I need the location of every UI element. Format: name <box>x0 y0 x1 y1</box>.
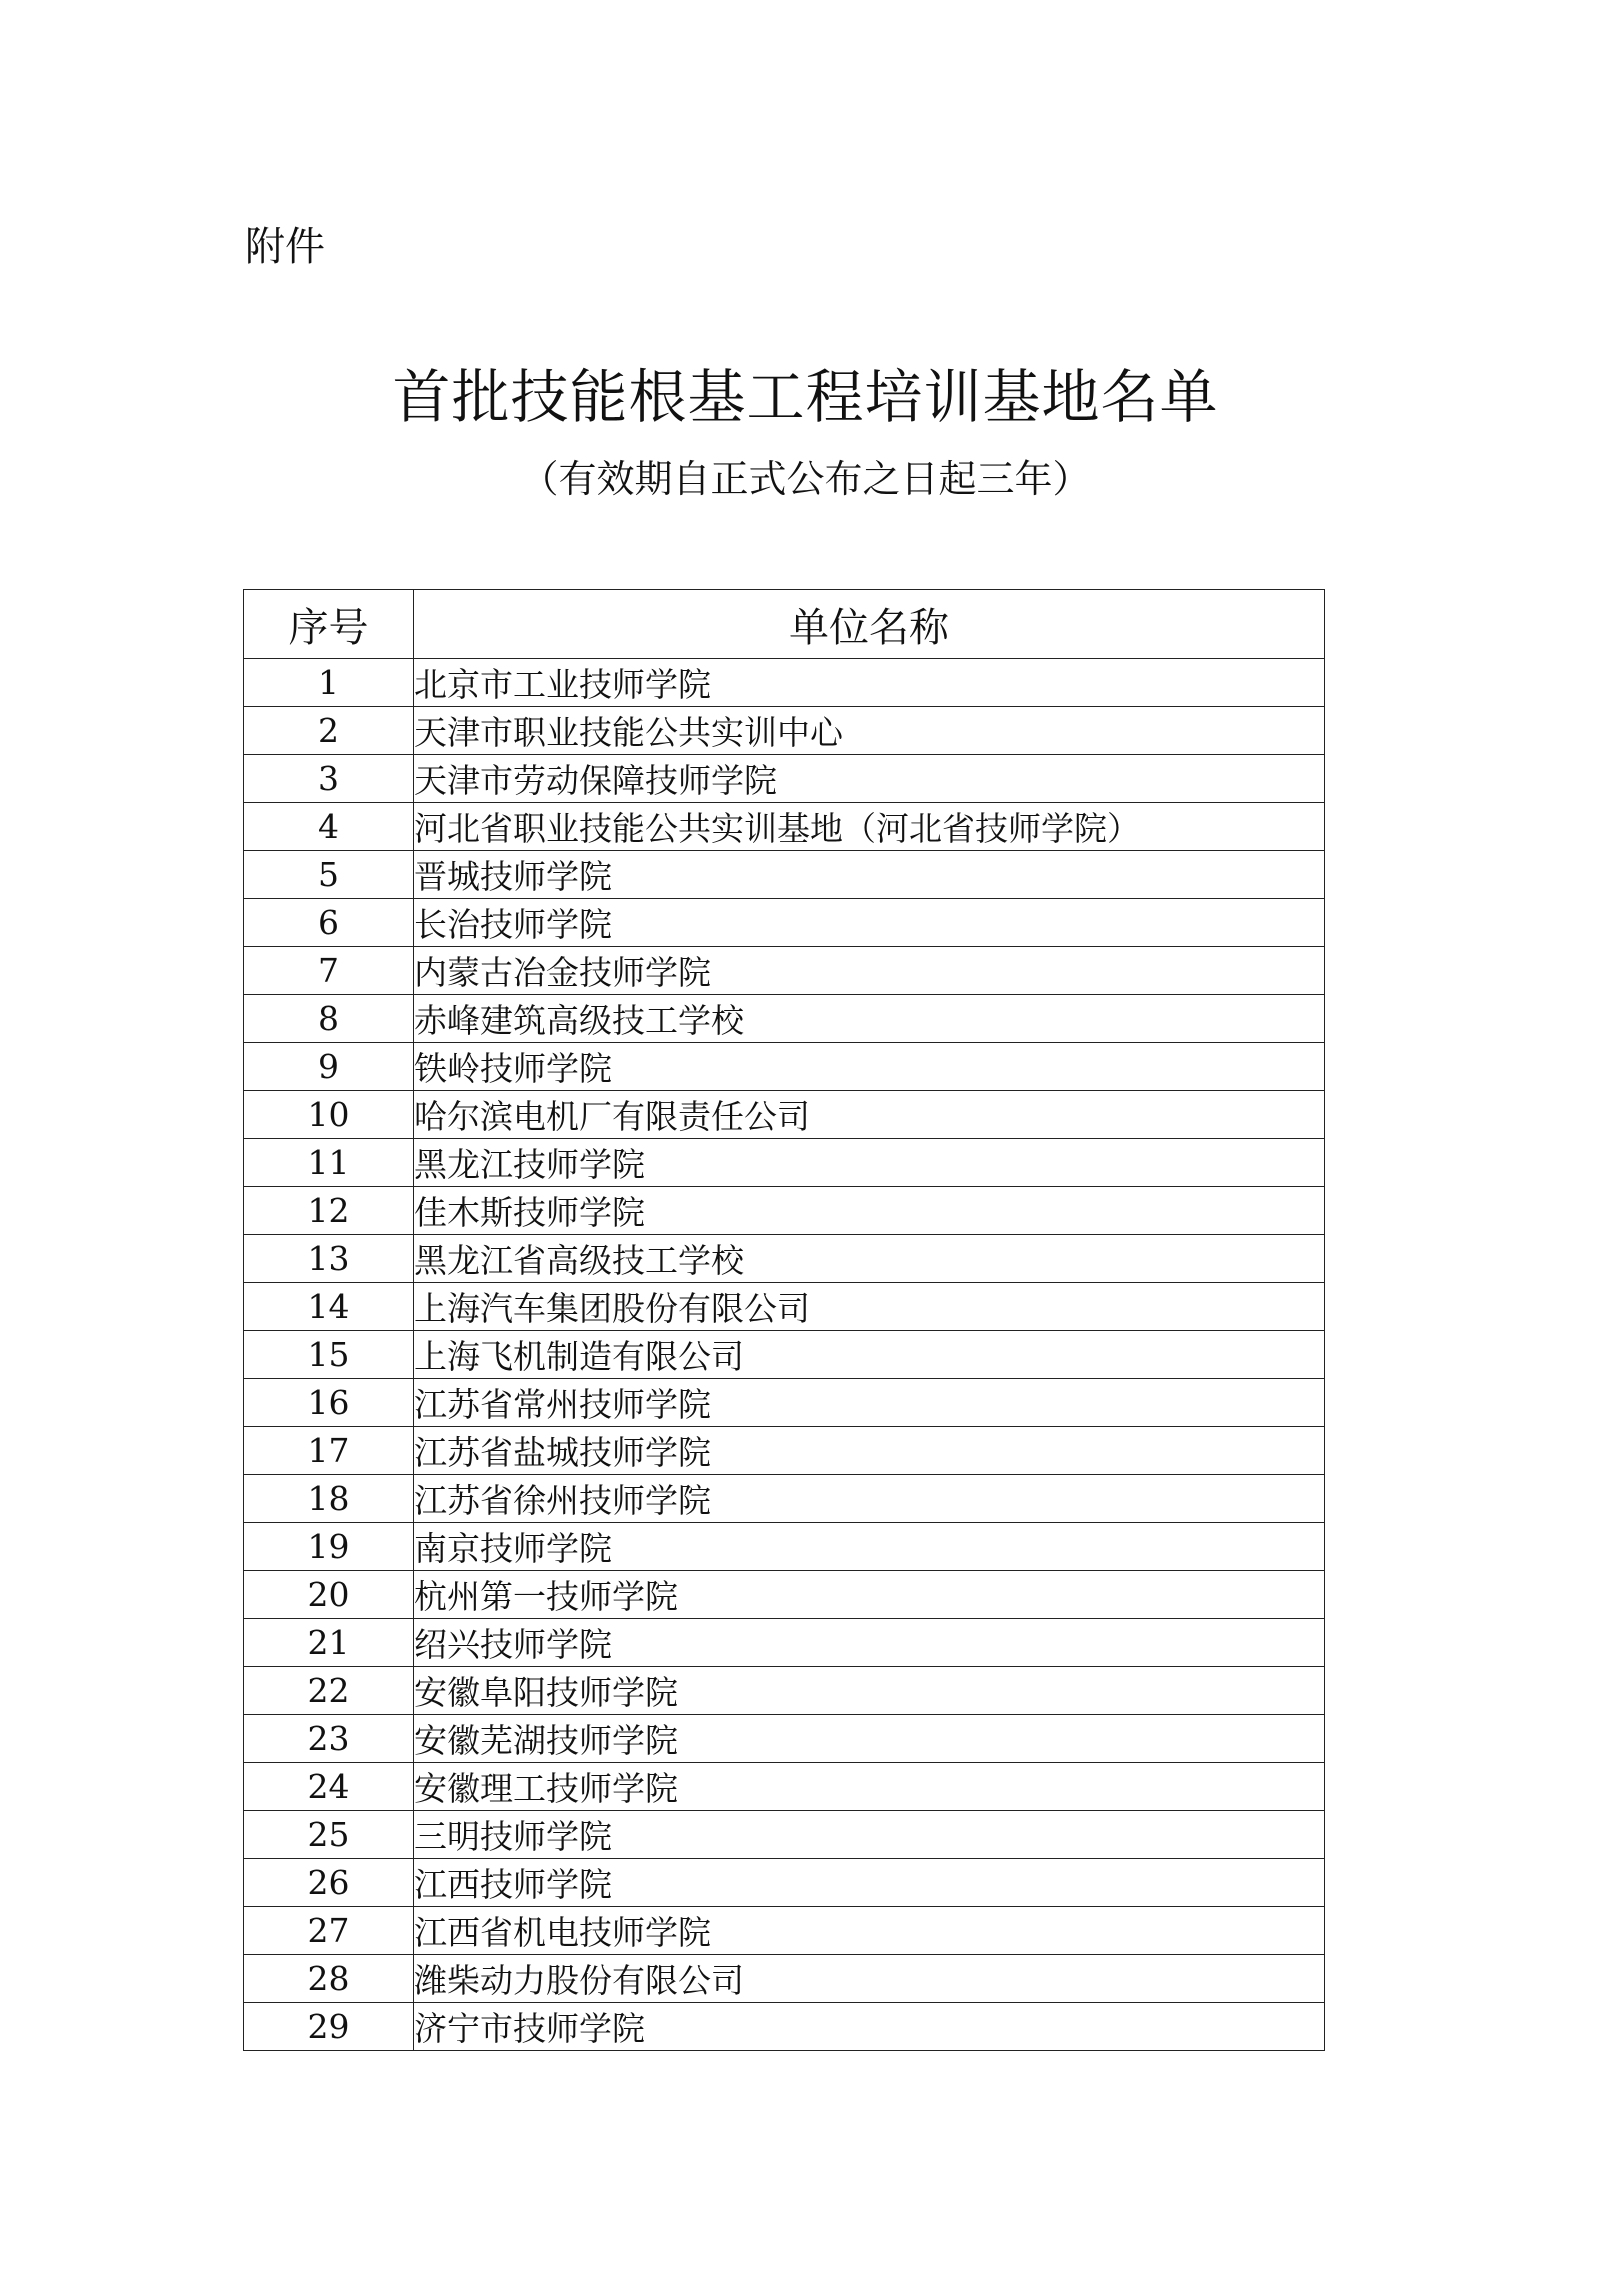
row-number: 19 <box>244 1523 414 1571</box>
row-number: 14 <box>244 1283 414 1331</box>
table-row <box>244 1187 1325 1235</box>
table-row <box>244 1955 1325 2003</box>
unit-name: 江苏省盐城技师学院 <box>414 1427 1325 1475</box>
row-number: 7 <box>244 947 414 995</box>
row-number: 26 <box>244 1859 414 1907</box>
row-number: 27 <box>244 1907 414 1955</box>
unit-name: 内蒙古冶金技师学院 <box>414 947 1325 995</box>
table-row <box>244 1619 1325 1667</box>
table-row <box>244 1139 1325 1187</box>
unit-name: 铁岭技师学院 <box>414 1043 1325 1091</box>
row-number: 28 <box>244 1955 414 2003</box>
row-number: 21 <box>244 1619 414 1667</box>
column-header-number: 序号 <box>244 590 414 659</box>
table-row <box>244 1283 1325 1331</box>
table-row <box>244 1763 1325 1811</box>
unit-name: 上海汽车集团股份有限公司 <box>414 1283 1325 1331</box>
document-title: 首批技能根基工程培训基地名单 <box>392 363 1219 431</box>
unit-name: 杭州第一技师学院 <box>414 1571 1325 1619</box>
unit-name: 潍柴动力股份有限公司 <box>414 1955 1325 2003</box>
table-row <box>244 1091 1325 1139</box>
table-row <box>244 755 1325 803</box>
table-row <box>244 1667 1325 1715</box>
unit-name: 北京市工业技师学院 <box>414 659 1325 707</box>
table-body <box>244 659 1325 2051</box>
unit-name: 上海飞机制造有限公司 <box>414 1331 1325 1379</box>
unit-name: 河北省职业技能公共实训基地（河北省技师学院） <box>414 803 1325 851</box>
unit-name: 赤峰建筑高级技工学校 <box>414 995 1325 1043</box>
table-row <box>244 1571 1325 1619</box>
table-row <box>244 899 1325 947</box>
row-number: 9 <box>244 1043 414 1091</box>
unit-name: 绍兴技师学院 <box>414 1619 1325 1667</box>
table-row <box>244 1235 1325 1283</box>
row-number: 2 <box>244 707 414 755</box>
unit-name: 江苏省徐州技师学院 <box>414 1475 1325 1523</box>
row-number: 11 <box>244 1139 414 1187</box>
table-row <box>244 851 1325 899</box>
table-row <box>244 1379 1325 1427</box>
row-number: 29 <box>244 2003 414 2051</box>
table-row <box>244 1475 1325 1523</box>
unit-name: 江西技师学院 <box>414 1859 1325 1907</box>
table-row <box>244 2003 1325 2051</box>
unit-name: 天津市劳动保障技师学院 <box>414 755 1325 803</box>
table-row <box>244 1043 1325 1091</box>
unit-name: 安徽理工技师学院 <box>414 1763 1325 1811</box>
row-number: 16 <box>244 1379 414 1427</box>
unit-name: 黑龙江技师学院 <box>414 1139 1325 1187</box>
row-number: 18 <box>244 1475 414 1523</box>
attachment-label: 附件 <box>245 224 325 270</box>
row-number: 25 <box>244 1811 414 1859</box>
unit-name: 江西省机电技师学院 <box>414 1907 1325 1955</box>
unit-name: 南京技师学院 <box>414 1523 1325 1571</box>
unit-name: 天津市职业技能公共实训中心 <box>414 707 1325 755</box>
row-number: 24 <box>244 1763 414 1811</box>
table-row <box>244 1715 1325 1763</box>
row-number: 13 <box>244 1235 414 1283</box>
table-header-row <box>244 590 1325 659</box>
unit-name: 济宁市技师学院 <box>414 2003 1325 2051</box>
unit-name: 安徽阜阳技师学院 <box>414 1667 1325 1715</box>
table-row <box>244 1907 1325 1955</box>
row-number: 4 <box>244 803 414 851</box>
row-number: 6 <box>244 899 414 947</box>
training-base-table <box>243 589 1325 2051</box>
unit-name: 哈尔滨电机厂有限责任公司 <box>414 1091 1325 1139</box>
row-number: 5 <box>244 851 414 899</box>
row-number: 3 <box>244 755 414 803</box>
row-number: 10 <box>244 1091 414 1139</box>
unit-name: 长治技师学院 <box>414 899 1325 947</box>
row-number: 23 <box>244 1715 414 1763</box>
unit-name: 江苏省常州技师学院 <box>414 1379 1325 1427</box>
table-row <box>244 1427 1325 1475</box>
table-row <box>244 1331 1325 1379</box>
table-row <box>244 1523 1325 1571</box>
table-row <box>244 947 1325 995</box>
column-header-unit-name: 单位名称 <box>414 590 1325 659</box>
table-row <box>244 803 1325 851</box>
unit-name: 安徽芜湖技师学院 <box>414 1715 1325 1763</box>
row-number: 17 <box>244 1427 414 1475</box>
unit-name: 三明技师学院 <box>414 1811 1325 1859</box>
table-row <box>244 1859 1325 1907</box>
table-row <box>244 659 1325 707</box>
document-subtitle: （有效期自正式公布之日起三年） <box>520 457 1091 501</box>
table-row <box>244 995 1325 1043</box>
row-number: 22 <box>244 1667 414 1715</box>
row-number: 15 <box>244 1331 414 1379</box>
table-row <box>244 707 1325 755</box>
row-number: 20 <box>244 1571 414 1619</box>
row-number: 8 <box>244 995 414 1043</box>
table-row <box>244 1811 1325 1859</box>
row-number: 12 <box>244 1187 414 1235</box>
unit-name: 佳木斯技师学院 <box>414 1187 1325 1235</box>
unit-name: 黑龙江省高级技工学校 <box>414 1235 1325 1283</box>
row-number: 1 <box>244 659 414 707</box>
unit-name: 晋城技师学院 <box>414 851 1325 899</box>
